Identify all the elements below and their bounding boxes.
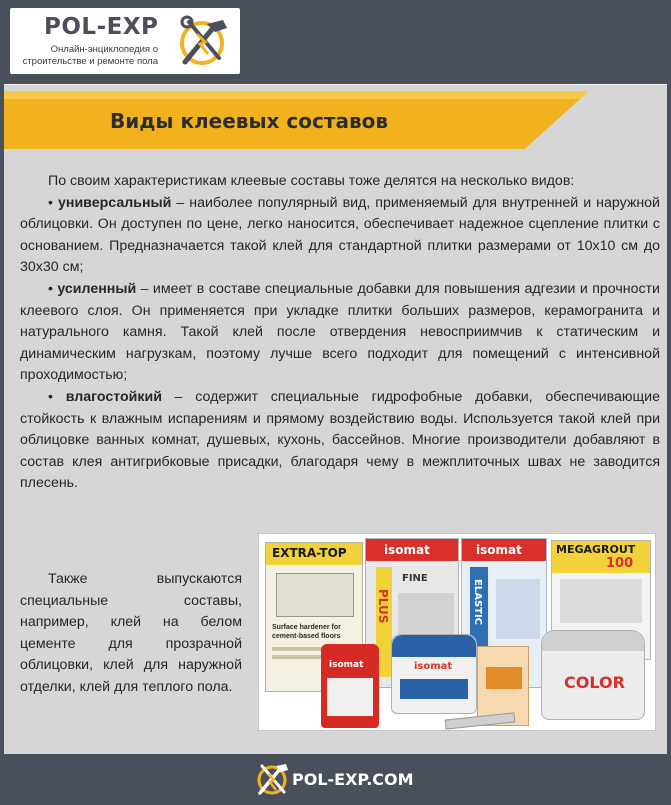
footer-site-link[interactable]: POL-EXP.COM <box>292 770 414 789</box>
logo-subtitle-line1: Онлайн-энциклопедия о <box>50 44 158 55</box>
header <box>0 0 671 80</box>
bullet: • <box>48 388 53 405</box>
products-photo <box>258 533 656 731</box>
list-item-waterproof <box>20 387 660 495</box>
hammer-wrench-lightning-icon <box>254 760 290 798</box>
logo-subtitle-line2: строительстве и ремонте пола <box>22 56 158 67</box>
bag4-number: 100 <box>606 556 634 571</box>
list-item-universal <box>20 193 660 279</box>
bag3-name: ELASTIC <box>472 579 483 626</box>
logo-title: POL-EXP <box>44 14 159 40</box>
hammer-wrench-lightning-icon <box>175 14 233 68</box>
item-text: – содержит специальные гидрофобные добавки, обеспечивающие стойкость к влажным испарениям и прямому воздействию воды. Используется такой клей при облицовке ванных комнат, душевых, кухонь, бассейнов. Многие производители добавляют в состав клея антигрибковые присадки, благодаря чему в межплиточных швах не заводится плесень. <box>20 388 660 492</box>
closing-paragraph: Также выпускаются специальные составы, например, клей на белом цементе для прозрачной облицовки, клей для наружной отделки, клей для теплого пола. <box>20 571 242 695</box>
footer <box>0 754 671 805</box>
bag2-sub: FINE <box>402 573 428 584</box>
item-term: усиленный <box>57 280 137 297</box>
product-tube <box>445 712 516 729</box>
item-text: – имеет в составе специальные добавки для повышения адгезии и прочности клеевого слоя. Он применяется при укладке плитки больших размеров, керамогранита и натурального камня. Такой клей после отвердения невосприимчив к статическим и динамическим нагрузкам, поэтому лучше всего подходит для помещений с интенсивной проходимостью; <box>20 280 660 384</box>
product-bucket-color <box>541 630 645 720</box>
product-bucket-red <box>321 644 379 728</box>
bucket-red-label: isomat <box>329 660 364 670</box>
content-panel <box>4 84 667 754</box>
bag1-brand: EXTRA-TOP <box>272 546 347 560</box>
item-term: влагостойкий <box>65 388 162 405</box>
item-text: – наиболее популярный вид, применяемый для внутренней и наружной облицовки. Он доступен по цене, легко наносится, обеспечивает надежное сцепление плитки с основанием. Предназначается такой клей для стандартной плитки размерами от 10х10 см до 30х30 см; <box>20 194 660 276</box>
bag2-name: PLUS <box>376 589 390 624</box>
bullet: • <box>48 280 53 297</box>
intro-paragraph: По своим характеристикам клеевые составы тоже делятся на несколько видов: <box>48 173 575 189</box>
bullet: • <box>48 194 53 211</box>
list-item-reinforced <box>20 279 660 387</box>
bag4-brand: MEGAGROUT <box>556 543 636 556</box>
item-term: универсальный <box>57 194 172 211</box>
section-title: Виды клеевых составов <box>110 109 389 133</box>
bag3-brand: isomat <box>476 543 522 557</box>
site-logo[interactable] <box>10 8 240 74</box>
product-bucket-blue <box>391 634 477 714</box>
bucket-color-label: COLOR <box>564 673 625 692</box>
bag1-caption: Surface hardener for cement-based floors <box>272 624 341 640</box>
article-text <box>20 171 660 495</box>
bucket-blue-label: isomat <box>414 661 453 672</box>
bag2-brand: isomat <box>384 543 430 557</box>
